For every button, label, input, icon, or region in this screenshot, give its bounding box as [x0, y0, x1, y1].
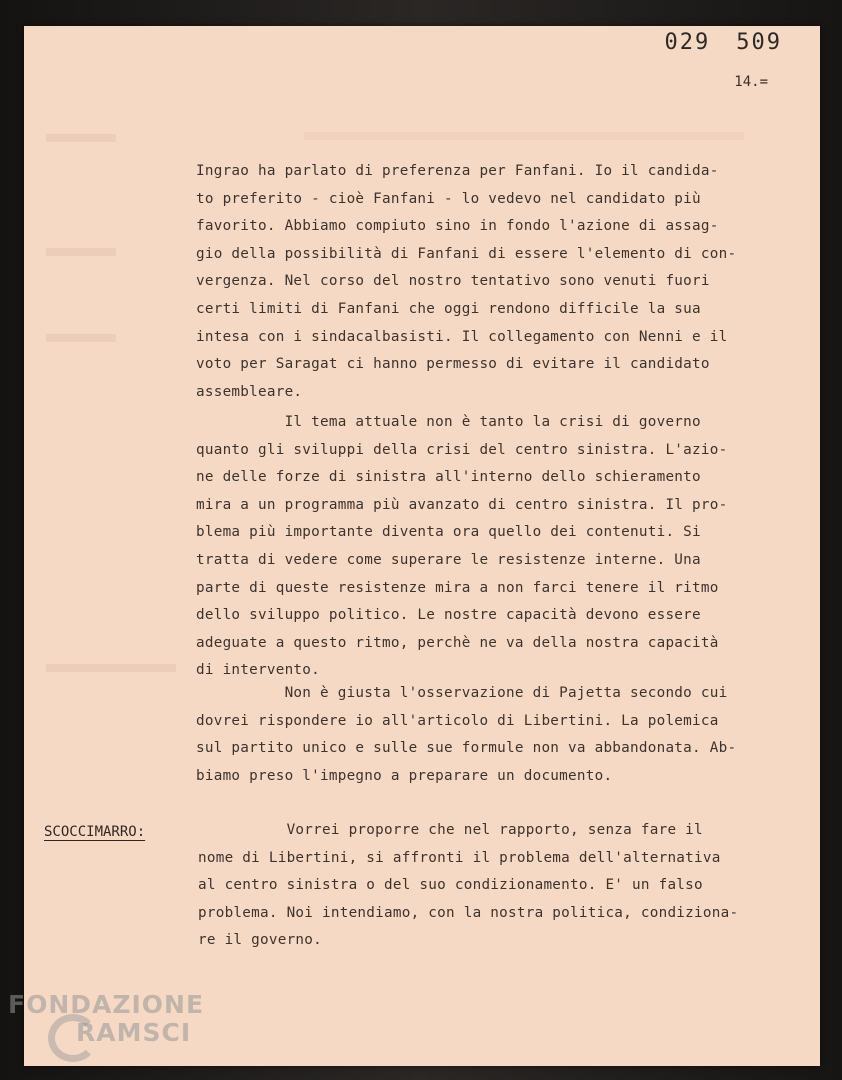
paragraph: Non è giusta l'osservazione di Pajetta secondo cui dovrei rispondere io all'articolo di Libertini. La polemica sul partito unico e sulle sue formule non va abbandonata. Ab- biamo preso l'impegno a preparare un documento.: [196, 685, 737, 784]
watermark-line1: FONDAZIONE: [8, 990, 205, 1019]
paragraph: Ingrao ha parlato di preferenza per Fanfani. Io il candida- to preferito - cioè Fanfani - lo vedevo nel candidato più favorito. Abbiamo compiuto sino in fondo l'azione di assag- gio della possibilità di Fanfani di essere l'elemento di con- vergenza. Nel corso del nostro tentativo sono venuti fuori certi limiti di Fanfani che oggi rendono difficile la sua intesa con i sindacalbasisti. Il collegamento con Nenni e il voto per Saragat ci hanno permesso di evitare il candidato assembleare.: [196, 163, 737, 400]
bleed-through-mark: [46, 134, 116, 142]
bleed-through-mark: [46, 664, 176, 672]
watermark-line2: RAMSCI: [76, 1018, 192, 1047]
archive-folder-number: 029: [664, 30, 711, 55]
paragraph: Il tema attuale non è tanto la crisi di governo quanto gli sviluppi della crisi del centro sinistra. L'azio- ne delle forze di sinistra all'interno dello schieramento mira a un programma più avanzato di centro sinistra. Il pro- blema più importante diventa ora quello dei contenuti. Si tratta di vedere come superare le resistenze interne. Una parte di queste resistenze mira a non farci tenere il ritmo dello sviluppo politico. Le nostre capacità devono essere adeguate a questo ritmo, perchè ne va della nostra capacità di intervento.: [196, 414, 728, 679]
archive-stamp: [639, 30, 783, 55]
archive-sheet-number: 509: [736, 30, 782, 55]
bleed-through-mark: [46, 248, 116, 256]
document-page: [24, 26, 820, 1066]
page-number: 14.=: [734, 74, 768, 90]
bleed-through-mark: [46, 334, 116, 342]
speaker-label: SCOCCIMARRO:: [44, 824, 146, 840]
bleed-through-mark: [304, 132, 744, 140]
fondazione-gramsci-watermark-logo: [8, 990, 218, 1060]
speaker-paragraph: Vorrei proporre che nel rapporto, senza fare il nome di Libertini, si affronti il problema dell'alternativa al centro sinistra o del suo condizionamento. E' un falso problema. Noi intendiamo, con la nostra politica, condiziona- re il governo.: [198, 822, 739, 949]
